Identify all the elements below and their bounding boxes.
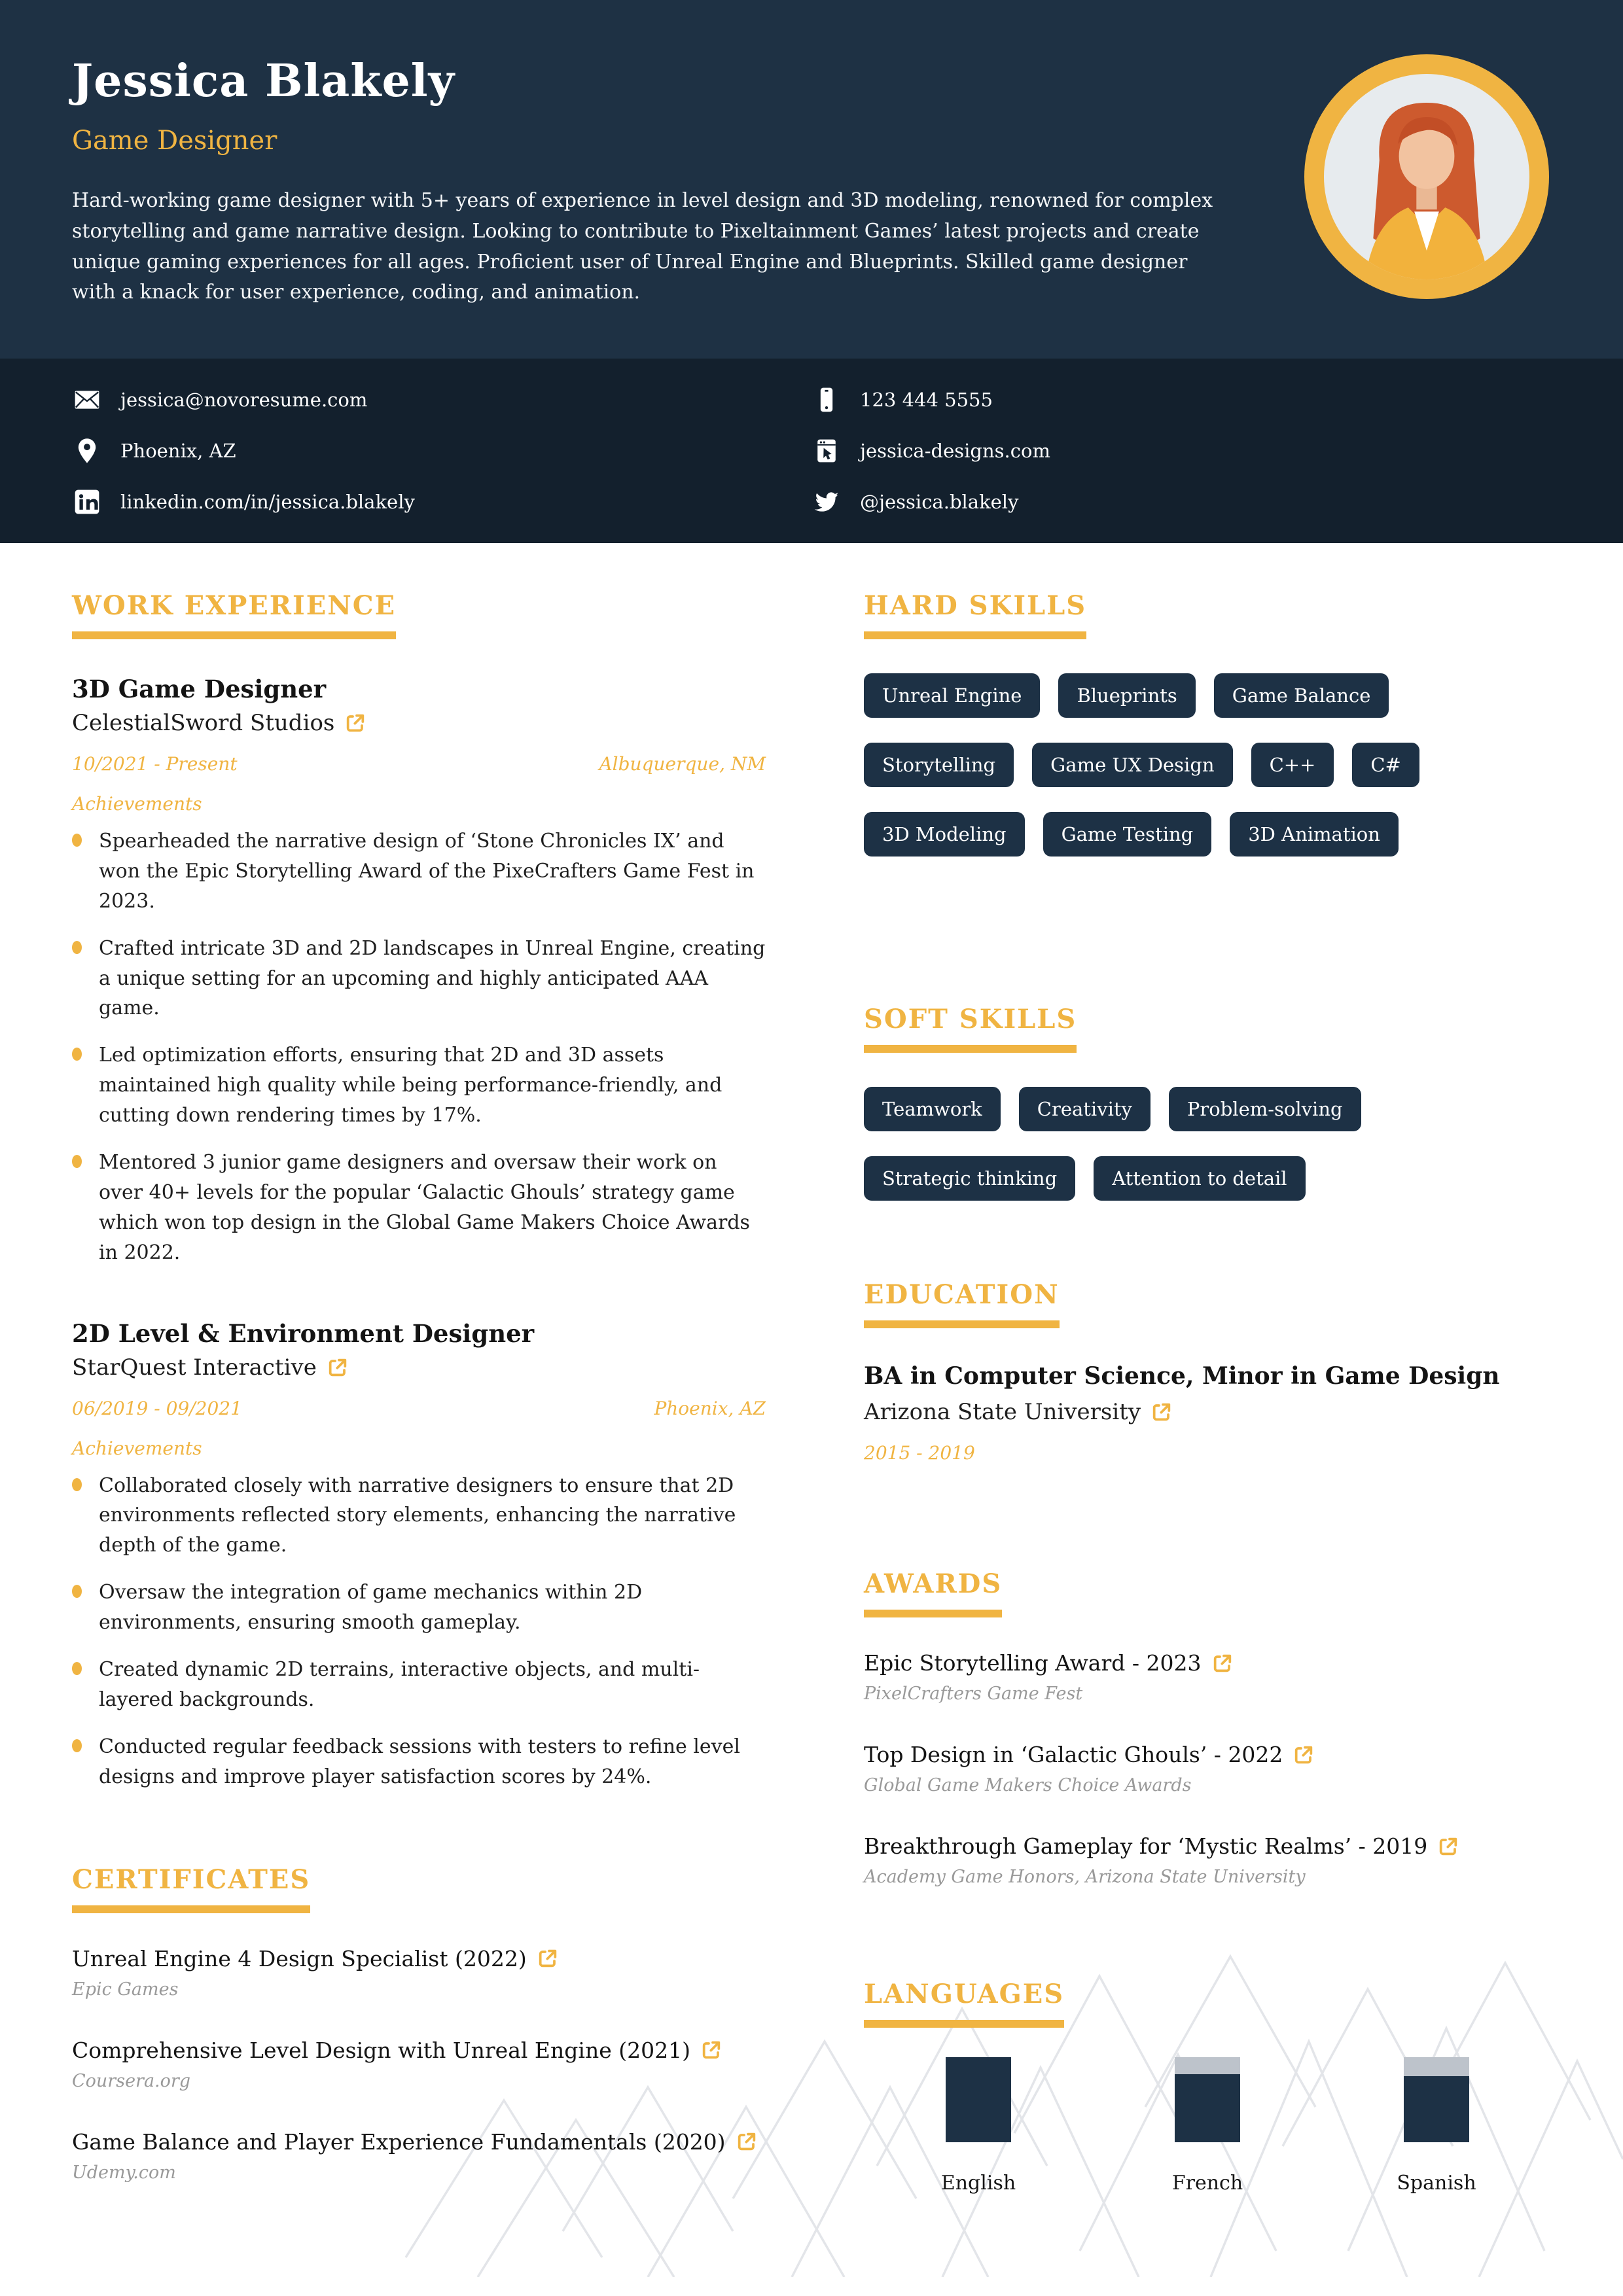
profile-photo (1304, 54, 1549, 299)
job-meta (72, 1398, 766, 1419)
skill-pill: C# (1352, 743, 1419, 787)
awards-section (864, 1568, 1551, 1887)
award-title: Top Design in ‘Galactic Ghouls’ - 2022 (864, 1742, 1283, 1767)
linkedin-icon (72, 487, 102, 517)
contact-phone[interactable] (812, 385, 1551, 415)
achievement-text: Created dynamic 2D terrains, interactive objects, and multi-layered backgrounds. (99, 1658, 700, 1711)
main-content (0, 543, 1623, 2221)
certificate-title: Comprehensive Level Design with Unreal Engine (2021) (72, 2037, 690, 2063)
section-title-education: EDUCATION (864, 1279, 1060, 1328)
award-list (864, 1650, 1551, 1887)
contact-band (0, 359, 1623, 543)
section-title-certificates: CERTIFICATES (72, 1864, 310, 1913)
skill-pill: 3D Modeling (864, 812, 1025, 857)
company-name: StarQuest Interactive (72, 1354, 317, 1381)
certificate-title: Game Balance and Player Experience Fundamentals (2020) (72, 2128, 726, 2155)
job-dates: 06/2019 - 09/2021 (72, 1397, 242, 1419)
award-title: Epic Storytelling Award - 2023 (864, 1650, 1202, 1676)
external-link-icon[interactable] (736, 2131, 757, 2152)
bullet-dot (72, 834, 82, 847)
skill-pill: Blueprints (1058, 673, 1195, 718)
language-name: French (1171, 2172, 1243, 2195)
certificate-issuer: Coursera.org (72, 2070, 191, 2091)
certificate-title: Unreal Engine 4 Design Specialist (2022) (72, 1945, 527, 1971)
external-link-icon[interactable] (327, 1357, 348, 1378)
skill-pill: Attention to detail (1094, 1156, 1305, 1201)
language-level-bar (946, 2057, 1011, 2142)
contact-twitter[interactable] (812, 487, 1551, 517)
education-section (864, 1279, 1551, 1464)
certificate-issuer: Epic Games (72, 1979, 179, 2000)
language-item (1322, 2057, 1551, 2195)
skill-pill: Problem-solving (1169, 1087, 1361, 1131)
job-dates: 10/2021 - Present (72, 753, 238, 775)
achievement-text: Led optimization efforts, ensuring that 2D and 3D assets maintained high quality while being performance-friendly, and cutting down rendering times by 17%. (99, 1044, 722, 1127)
external-link-icon[interactable] (701, 2040, 722, 2060)
contact-phone-value[interactable]: 123 444 5555 (860, 389, 993, 411)
certificate-item (72, 2129, 766, 2183)
job-entry (72, 675, 766, 1268)
language-level-fill (946, 2057, 1011, 2142)
location-icon (72, 436, 102, 466)
language-list (864, 2057, 1551, 2195)
skill-pill: 3D Animation (1230, 812, 1399, 857)
phone-icon (812, 385, 842, 415)
bullet-dot (72, 1155, 82, 1168)
contact-col-left (72, 385, 812, 543)
school-name: Arizona State University (864, 1399, 1141, 1425)
achievement-text: Oversaw the integration of game mechanics within 2D environments, ensuring smooth gameplay. (99, 1581, 643, 1634)
bullet-dot (72, 1739, 82, 1752)
job-company (72, 1354, 766, 1381)
hard-skills-section (864, 590, 1551, 857)
award-issuer: Academy Game Honors, Arizona State University (864, 1867, 1306, 1887)
contact-location (72, 436, 812, 466)
achievement-text: Conducted regular feedback sessions with testers to refine level designs and improve player satisfaction scores by 24%. (99, 1735, 740, 1788)
certificate-issuer: Udemy.com (72, 2162, 176, 2183)
bullet-dot (72, 1478, 82, 1491)
job-role: Game Designer (72, 126, 277, 156)
award-item (864, 1833, 1551, 1887)
company-name: CelestialSword Studios (72, 710, 335, 736)
contact-website-value[interactable]: jessica-designs.com (860, 440, 1050, 462)
language-name: Spanish (1397, 2172, 1476, 2195)
left-column (72, 590, 766, 2221)
contact-email[interactable] (72, 385, 812, 415)
job-meta (72, 753, 766, 775)
avatar (1324, 74, 1529, 279)
contact-location-value: Phoenix, AZ (120, 440, 236, 462)
achievement-list (72, 1471, 766, 1792)
certificate-list (72, 1946, 766, 2183)
job-company (72, 710, 766, 736)
section-title-languages: LANGUAGES (864, 1979, 1064, 2028)
contact-website[interactable] (812, 436, 1551, 466)
achievement-item (72, 1655, 766, 1715)
language-level-fill (1404, 2076, 1469, 2142)
language-level-bar (1404, 2057, 1469, 2142)
award-item (864, 1650, 1551, 1704)
achievement-item (72, 1471, 766, 1561)
external-link-icon[interactable] (1151, 1402, 1172, 1422)
achievement-text: Spearheaded the narrative design of ‘Stone Chronicles IX’ and won the Epic Storytelling Award of the PixeCrafters Game Fest in 2023. (99, 830, 755, 913)
section-title-awards: AWARDS (864, 1568, 1002, 1617)
language-item (1093, 2057, 1322, 2195)
achievement-list (72, 826, 766, 1268)
bullet-dot (72, 1662, 82, 1675)
award-issuer: PixelCrafters Game Fest (864, 1684, 1083, 1704)
achievement-item (72, 1578, 766, 1638)
header-banner (0, 0, 1623, 359)
achievement-item (72, 1148, 766, 1268)
certificate-item (72, 1946, 766, 2000)
twitter-icon (812, 487, 842, 517)
contact-col-right (812, 385, 1551, 543)
external-link-icon[interactable] (1293, 1744, 1314, 1765)
soft-skill-list (864, 1087, 1551, 1201)
skill-pill: C++ (1251, 743, 1334, 787)
skill-pill: Unreal Engine (864, 673, 1040, 718)
skill-pill: Game Balance (1214, 673, 1389, 718)
job-location: Phoenix, AZ (654, 1397, 766, 1419)
award-item (864, 1742, 1551, 1795)
contact-email-value[interactable]: jessica@novoresume.com (120, 389, 368, 411)
job-location: Albuquerque, NM (599, 753, 766, 775)
email-icon (72, 385, 102, 415)
achievement-item (72, 1040, 766, 1131)
language-item (864, 2057, 1093, 2195)
bullet-dot (72, 1048, 82, 1061)
achievements-label: Achievements (72, 793, 202, 815)
skill-pill: Strategic thinking (864, 1156, 1075, 1201)
achievement-text: Crafted intricate 3D and 2D landscapes in Unreal Engine, creating a unique setting for an upcoming and highly anticipated AAA game. (99, 936, 766, 1020)
skill-pill: Creativity (1019, 1087, 1150, 1131)
person-name: Jessica Blakely (72, 55, 455, 107)
section-title-hard-skills: HARD SKILLS (864, 590, 1086, 639)
section-title-soft-skills: SOFT SKILLS (864, 1004, 1077, 1053)
school-row (864, 1399, 1551, 1425)
languages-section (864, 1979, 1551, 2195)
skill-pill: Storytelling (864, 743, 1014, 787)
external-link-icon[interactable] (537, 1948, 558, 1969)
job-entry (72, 1319, 766, 1792)
award-title: Breakthrough Gameplay for ‘Mystic Realms’ - 2019 (864, 1833, 1428, 1859)
degree-title: BA in Computer Science, Minor in Game Design (864, 1362, 1500, 1390)
language-level-fill (1175, 2074, 1240, 2142)
achievement-text: Collaborated closely with narrative designers to ensure that 2D environments reflected story elements, enhancing the narrative depth of the game. (99, 1474, 736, 1557)
achievement-item (72, 826, 766, 917)
external-link-icon[interactable] (1212, 1653, 1233, 1674)
hard-skill-list (864, 673, 1551, 857)
certificates-section (72, 1864, 766, 2183)
external-link-icon[interactable] (1438, 1836, 1459, 1857)
contact-twitter-value[interactable]: @jessica.blakely (860, 491, 1019, 513)
profile-summary: Hard-working game designer with 5+ years of experience in level design and 3D modeling, renowned for complex storytelling and game narrative design. Looking to contribute to Pixeltainment Games’ latest projects and create unique gaming experiences for all ages. Proficient user of Unreal Engine and Blueprints. Skilled game designer with a knack for user experience, coding, and animation. (72, 189, 1213, 304)
soft-skills-section (864, 1004, 1551, 1201)
bullet-dot (72, 941, 82, 954)
award-issuer: Global Game Makers Choice Awards (864, 1775, 1192, 1795)
achievement-text: Mentored 3 junior game designers and oversaw their work on over 40+ levels for the popular ‘Galactic Ghouls’ strategy game which won top design in the Global Game Makers Choice Awards in 2022. (99, 1151, 750, 1264)
bullet-dot (72, 1585, 82, 1598)
achievement-item (72, 1732, 766, 1792)
section-title-work-experience: WORK EXPERIENCE (72, 590, 396, 639)
contact-linkedin[interactable] (72, 487, 812, 517)
job-title: 2D Level & Environment Designer (72, 1318, 535, 1348)
website-icon (812, 436, 842, 466)
skill-pill: Game UX Design (1032, 743, 1232, 787)
contact-linkedin-value[interactable]: linkedin.com/in/jessica.blakely (120, 491, 415, 513)
certificate-item (72, 2038, 766, 2091)
right-column (864, 590, 1551, 2221)
skill-pill: Teamwork (864, 1087, 1001, 1131)
skill-pill: Game Testing (1043, 812, 1212, 857)
language-name: English (940, 2172, 1016, 2195)
education-dates: 2015 - 2019 (864, 1442, 975, 1464)
external-link-icon[interactable] (345, 713, 366, 733)
job-title: 3D Game Designer (72, 675, 327, 703)
achievements-label: Achievements (72, 1437, 202, 1459)
achievement-item (72, 934, 766, 1024)
language-level-bar (1175, 2057, 1240, 2142)
